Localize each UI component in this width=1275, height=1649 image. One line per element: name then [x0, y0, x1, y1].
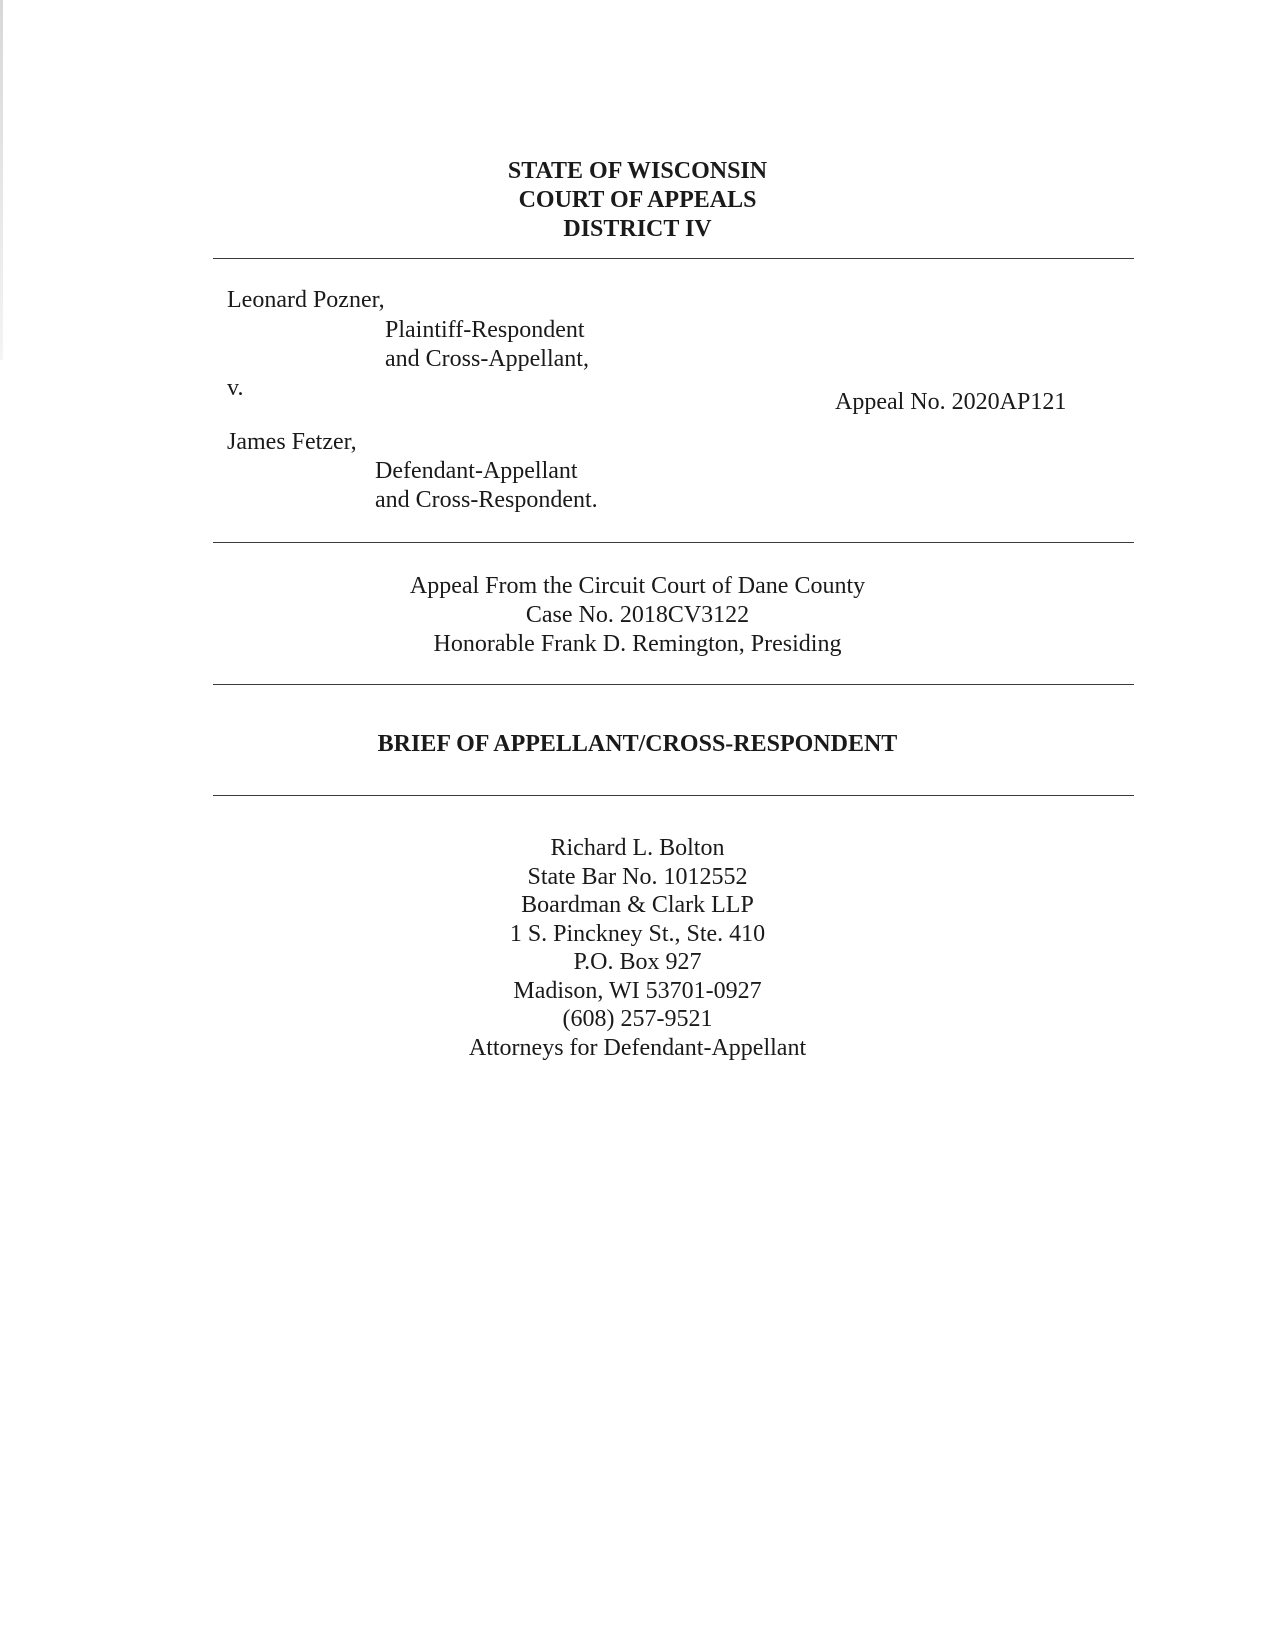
- appeal-number: Appeal No. 2020AP121: [835, 389, 1067, 415]
- brief-title: BRIEF OF APPELLANT/CROSS-RESPONDENT: [377, 731, 898, 757]
- attorney-firm: Boardman & Clark LLP: [521, 892, 754, 918]
- court-name: COURT OF APPEALS: [518, 187, 757, 213]
- divider-rule: [213, 542, 1134, 543]
- attorney-phone: (608) 257-9521: [562, 1006, 713, 1032]
- defendant-name: James Fetzer,: [227, 429, 357, 455]
- attorney-bar-number: State Bar No. 1012552: [527, 863, 748, 890]
- attorney-name: Richard L. Bolton: [550, 835, 725, 861]
- attorney-city: Madison, WI 53701-0927: [513, 977, 762, 1004]
- plaintiff-role-cross: and Cross-Appellant,: [385, 346, 589, 372]
- defendant-role: Defendant-Appellant: [375, 458, 578, 484]
- divider-rule: [213, 795, 1134, 796]
- attorney-role: Attorneys for Defendant-Appellant: [468, 1034, 807, 1061]
- plaintiff-name: Leonard Pozner,: [227, 287, 385, 313]
- attorney-block: [0, 834, 1275, 1062]
- lower-court-judge: Honorable Frank D. Remington, Presiding: [433, 631, 842, 657]
- plaintiff-role: Plaintiff-Respondent: [385, 317, 585, 343]
- court-district: DISTRICT IV: [563, 216, 712, 242]
- attorney-po-box: P.O. Box 927: [573, 949, 702, 975]
- court-state: STATE OF WISCONSIN: [507, 158, 768, 184]
- lower-court-case-number: Case No. 2018CV3122: [525, 602, 750, 628]
- lower-court-origin: Appeal From the Circuit Court of Dane County: [409, 573, 866, 599]
- attorney-street: 1 S. Pinckney St., Ste. 410: [509, 920, 766, 947]
- divider-rule: [213, 258, 1134, 259]
- versus-label: v.: [227, 375, 244, 401]
- divider-rule: [213, 684, 1134, 685]
- defendant-role-cross: and Cross-Respondent.: [375, 487, 598, 513]
